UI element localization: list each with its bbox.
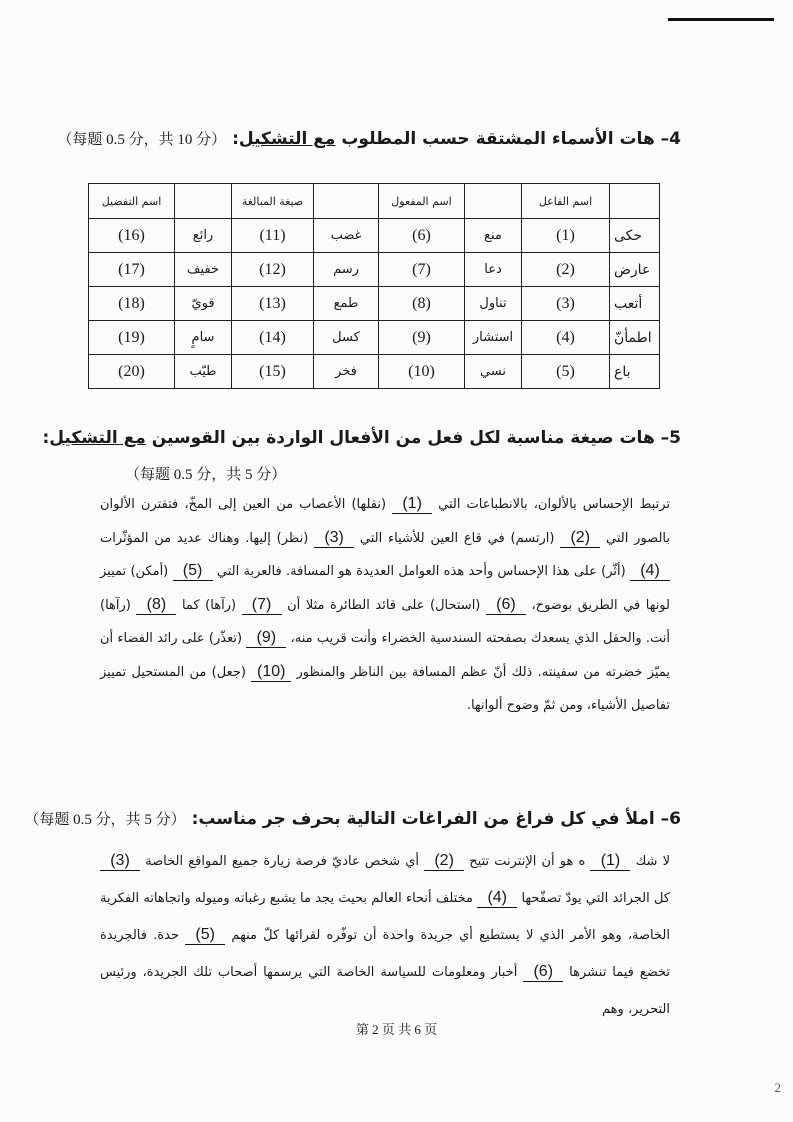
q5-paragraph [100, 488, 670, 723]
top-rule [668, 18, 774, 21]
table-cell: عارض [610, 253, 660, 287]
blank-field[interactable]: (6) [486, 596, 526, 615]
table-row [89, 253, 660, 287]
q5-text: (جعل) من المستحيل تمييز تفاصيل الأشياء، ومن ثمّ وضوح ألوانها. [100, 664, 670, 713]
blank-field[interactable]: (9) [246, 629, 286, 648]
table-cell: سامٍ [175, 321, 232, 355]
blank-field[interactable]: (4) [477, 889, 517, 908]
table-cell: رائع [175, 219, 232, 253]
table-cell: كسل [314, 321, 379, 355]
table-header [314, 184, 379, 219]
q6-text: ه هو أن الإنترنت تتيح [464, 854, 591, 869]
q6-title-text: 6– املأ في كل فراغ من الفراغات التالية بحرف جر مناسب: [191, 809, 681, 829]
q5-title [42, 428, 681, 448]
table-cell: فخر [314, 355, 379, 389]
blank-field[interactable]: (2) [560, 529, 600, 548]
table-header [175, 184, 232, 219]
table-cell: طمع [314, 287, 379, 321]
q4-title-main: 4– هات الأسماء المشتقة حسب المطلوب [341, 129, 681, 149]
table-header [610, 184, 660, 219]
q6-text: كل الجرائد التي يودّ تصفّحها [517, 891, 670, 906]
q6-text: مختلف أنحاء العالم بحيث يجد ما يشبع رغباته وميوله واتجاهاته الفكرية الخاصة، وهو الأمر الذي لا يستطيع أي جريدة واحدة أن توفّره لقرائها كلّ منهم [100, 891, 670, 943]
q5-title-main: 5– هات صيغة مناسبة لكل فعل من الأفعال الواردة بين القوسين [151, 428, 681, 448]
table-cell: (13) [232, 287, 314, 321]
table-cell: (1) [522, 219, 610, 253]
q5-points: （每题 0.5 分，共 5 分） [125, 467, 287, 483]
derivatives-table [88, 183, 660, 389]
table-cell: (15) [232, 355, 314, 389]
q5-text: (تعذّر) على رائد الفضاء أن يميّز خضرته من سفينته. ذلك أنّ عظم المسافة بين الناظر والمنظور [100, 631, 670, 680]
q6-text: أي شخص عاديّ فرصة زيارة جميع المواقع الخاصة [140, 854, 425, 869]
table-row [89, 287, 660, 321]
table-cell: (19) [89, 321, 175, 355]
table-cell: (8) [379, 287, 465, 321]
table-cell: رسم [314, 253, 379, 287]
q5-title-underlined: مع التشكيل [49, 428, 146, 448]
q5-text: (أثّر) على هذا الإحساس وأحد هذه العوامل العديدة هو المسافة. فالعربة التي [212, 564, 630, 579]
table-cell: (4) [522, 321, 610, 355]
table-cell: اطمأنّ [610, 321, 660, 355]
table-cell: (2) [522, 253, 610, 287]
q5-text: (أمكن) تمييز لونها في الطريق بوضوح، [100, 564, 670, 613]
table-header: اسم التفضيل [89, 184, 175, 219]
q5-text: (نقلها) الأعصاب من العين إلى المخّ، فتقترن الألوان بالصور التي [100, 497, 670, 546]
q6-title [24, 808, 681, 829]
q5-text: (رآها) كما [176, 597, 242, 613]
table-cell: طيّب [175, 355, 232, 389]
q5-text: ترتبط الإحساس بالألوان، بالانطباعات التي [432, 497, 671, 512]
table-row [89, 355, 660, 389]
table-header: اسم الفاعل [522, 184, 610, 219]
table-cell: تناول [465, 287, 522, 321]
blank-field[interactable]: (10) [251, 663, 291, 682]
table-cell: (16) [89, 219, 175, 253]
table-cell: قويّ [175, 287, 232, 321]
table-cell: (17) [89, 253, 175, 287]
table-cell: (3) [522, 287, 610, 321]
q4-title [57, 128, 681, 149]
table-cell: (18) [89, 287, 175, 321]
page-footer: 第 2 页 共 6 页 [355, 1022, 438, 1037]
q5-text: (نظر) إليها. وهناك عديد من المؤثّرات [100, 530, 315, 546]
blank-field[interactable]: (5) [185, 926, 225, 945]
table-cell: (20) [89, 355, 175, 389]
table-cell: (5) [522, 355, 610, 389]
table-cell: (7) [379, 253, 465, 287]
corner-page-number: 2 [774, 1080, 781, 1095]
q6-text: لا شك [630, 854, 671, 869]
table-cell: باع [610, 355, 660, 389]
table-row [89, 321, 660, 355]
table-cell: حكى [610, 219, 660, 253]
table-cell: (14) [232, 321, 314, 355]
q4-title-colon: : [232, 129, 239, 149]
q6-paragraph [100, 843, 670, 1028]
blank-field[interactable]: (5) [173, 562, 213, 581]
q5-text: (رآها) أنت. والحقل الذي يسعدك بصفحته السندسية الخضراء وأنت قريب منه، [100, 597, 670, 646]
table-cell: دعا [465, 253, 522, 287]
blank-field[interactable]: (8) [136, 596, 176, 615]
q4-points: （每题 0.5 分，共 10 分） [57, 132, 227, 148]
table-cell: نسي [465, 355, 522, 389]
blank-field[interactable]: (6) [523, 963, 563, 982]
table-header [465, 184, 522, 219]
table-cell: (6) [379, 219, 465, 253]
table-header: صيغة المبالغة [232, 184, 314, 219]
table-header: اسم المفعول [379, 184, 465, 219]
blank-field[interactable]: (1) [590, 852, 630, 871]
q6-points: （每题 0.5 分，共 5 分） [24, 812, 186, 828]
table-header-row [89, 184, 660, 219]
blank-field[interactable]: (3) [314, 529, 354, 548]
table-cell: أتعب [610, 287, 660, 321]
table-cell: (11) [232, 219, 314, 253]
table-cell: غضب [314, 219, 379, 253]
table-row [89, 219, 660, 253]
blank-field[interactable]: (4) [630, 562, 670, 581]
q5-text: (ارتسم) في قاع العين للأشياء التي [354, 530, 561, 546]
table-cell: منع [465, 219, 522, 253]
q4-title-underlined: مع التشكيل [238, 129, 336, 149]
blank-field[interactable]: (1) [392, 495, 432, 514]
q5-text: (استحال) على قائد الطائرة مثلا أن [281, 597, 486, 613]
table-cell: (12) [232, 253, 314, 287]
blank-field[interactable]: (2) [424, 852, 464, 871]
q6-text: حدة. فالجريدة تخضع فيما تنشرها [100, 928, 670, 980]
table-cell: استشار [465, 321, 522, 355]
blank-field[interactable]: (7) [242, 596, 282, 615]
blank-field[interactable]: (3) [100, 852, 140, 871]
q6-text: أخبار ومعلومات للسياسة الخاصة التي يرسمها أصحاب تلك الجريدة، ورئيس التحرير، وهم [100, 965, 670, 1017]
table-cell: (10) [379, 355, 465, 389]
q5-title-colon: : [42, 428, 50, 448]
table-cell: (9) [379, 321, 465, 355]
table-cell: خفيف [175, 253, 232, 287]
